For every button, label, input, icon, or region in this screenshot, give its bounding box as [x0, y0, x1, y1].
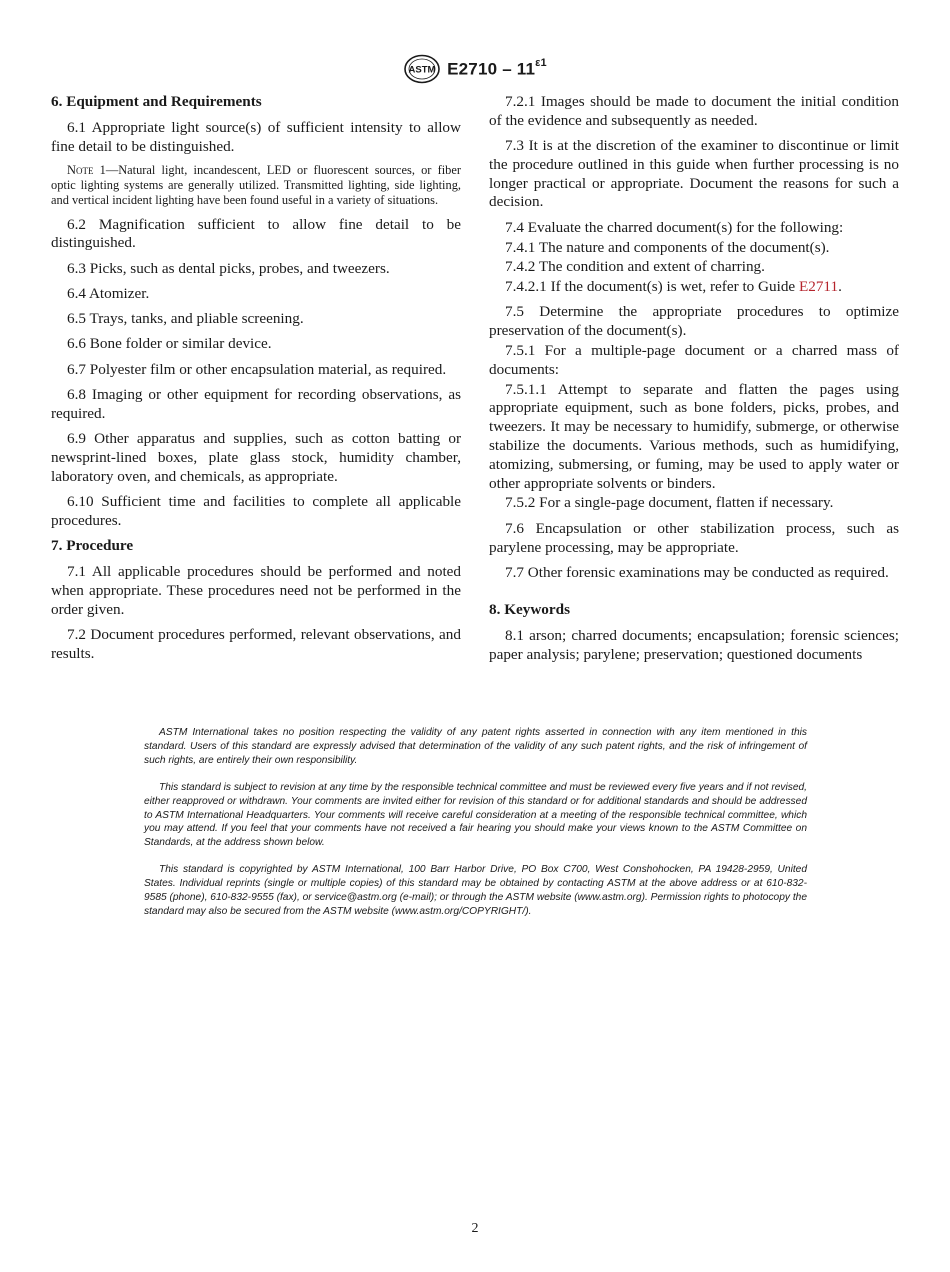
para-7-4-1: 7.4.1 The nature and components of the document(s). [505, 238, 830, 256]
para-7-2: 7.2 Document procedures performed, relevant observations, and results. [51, 625, 461, 662]
para-7-4-2-1: 7.4.2.1 If the document(s) is wet, refer to Guide E2711. [505, 278, 842, 296]
para-7-5-1-1: 7.5.1.1 Attempt to separate and flatten the pages using appropriate equipment, such as bone folders, picks, probes, and tweezers. It may be necessary to humidify, submerge, or otherwise stabilize the documents. Various methods, such as humidifying, atomizing, submersing, or fuming, may be used to apply water or other appropriate solvents or binders. [489, 380, 899, 492]
section-6-heading: 6. Equipment and Requirements [51, 93, 262, 110]
footer-revision-notice: This standard is subject to revision at any time by the responsible technical committee and must be reviewed every five years and if not revised, either reapproved or withdrawn. Your comments are invited either for revision of this standard or for additional standards and should be addressed to ASTM International Headquarters. Your comments will receive careful consideration at a meeting of the responsible technical committee, which you may attend. If you feel that your comments have not received a fair hearing you should make your views known to the ASTM Committee on Standards, at the address shown below. [144, 781, 807, 849]
para-7-7: 7.7 Other forensic examinations may be conducted as required. [505, 563, 889, 581]
standard-designation: $E2710 - 11^{\varepsilon 1}$ [447, 56, 547, 79]
legal-footer [144, 726, 807, 932]
page-number: 2 [471, 1221, 479, 1236]
para-7-5-1: 7.5.1 For a multiple-page document or a charred mass of documents: [489, 342, 899, 378]
para-6-5: 6.5 Trays, tanks, and pliable screening. [67, 310, 304, 328]
footer-patent-notice: ASTM International takes no position respecting the validity of any patent rights asserted in connection with any item mentioned in this standard. Users of this standard are expressly advised that determination of the validity of any such patent rights, and the risk of infringement of such rights, are entirely their own responsibility. [144, 727, 807, 766]
para-7-4: 7.4 Evaluate the charred document(s) for the following: [505, 218, 844, 236]
para-6-8: 6.8 Imaging or other equipment for recording observations, as required. [51, 386, 461, 422]
section-7-heading: 7. Procedure [51, 537, 134, 555]
footer-copyright-notice: This standard is copyrighted by ASTM International, 100 Barr Harbor Drive, PO Box C700, West Conshohocken, PA 19428-2959, United States. Individual reprints (single or multiple copies) of this standard may be obtained by contacting ASTM at the above address or at 610-832-9585 (phone), 610-832-9555 (fax), or service@astm.org (e-mail); or through the ASTM website (www.astm.org). Permission rights to photocopy the standard may also be secured from the ASTM website (www.astm.org/COPYRIGHT/). [144, 864, 807, 917]
left-column [51, 93, 461, 670]
para-7-5: 7.5 Determine the appropriate procedures to optimize preservation of the document(s). [489, 303, 899, 340]
para-6-6: 6.6 Bone folder or similar device. [67, 335, 272, 353]
para-7-1: 7.1 All applicable procedures should be performed and noted when appropriate. These procedures need not be performed in the order given. [51, 562, 461, 618]
para-6-4: 6.4 Atomizer. [67, 284, 150, 302]
note-1-label: Note 1 [67, 162, 106, 177]
para-7-3: 7.3 It is at the discretion of the examiner to discontinue or limit the procedure outlined in this guide when further processing is no longer practical or appropriate. Document the reasons for such a decision. [489, 137, 899, 211]
guide-e2711-link[interactable]: E2711 [798, 278, 839, 296]
note-1 [51, 163, 461, 209]
para-7-2-1: 7.2.1 Images should be made to document the initial condition of the evidence and subsequently as needed. [489, 93, 899, 129]
para-6-1: 6.1 Appropriate light source(s) of sufficient intensity to allow fine detail to be distinguished. [51, 118, 461, 155]
para-6-2: 6.2 Magnification sufficient to allow fine detail to be distinguished. [51, 215, 461, 252]
page-header [0, 53, 950, 85]
para-7-6: 7.6 Encapsulation or other stabilization process, such as parylene processing, may be appropriate. [489, 519, 899, 556]
astm-logo-text: ASTM [408, 64, 436, 76]
para-6-7: 6.7 Polyester film or other encapsulation material, as required. [67, 360, 447, 378]
para-6-9: 6.9 Other apparatus and supplies, such as cotton batting or newsprint-lined boxes, plate glass stock, humidity chamber, laboratory oven, and chemicals, as appropriate. [51, 430, 461, 485]
section-8-heading: 8. Keywords [489, 601, 570, 619]
para-6-10: 6.10 Sufficient time and facilities to complete all applicable procedures. [51, 493, 461, 529]
right-column [489, 93, 899, 671]
para-7-4-2: 7.4.2 The condition and extent of charring. [505, 258, 765, 276]
para-7-5-2: 7.5.2 For a single-page document, flatten if necessary. [505, 494, 834, 512]
epsilon-mark: ε1 [535, 56, 547, 69]
note-1-text: —Natural light, incandescent, LED or fluorescent sources, or fiber optic lighting systems are generally utilized. Transmitted lighting, side lighting, and vertical incident lighting have been found useful in a variety of situations. [51, 162, 461, 208]
astm-logo-icon [403, 54, 441, 84]
para-8-1: 8.1 arson; charred documents; encapsulation; forensic sciences; paper analysis; parylene; preservation; questioned documents [489, 626, 899, 663]
para-6-3: 6.3 Picks, such as dental picks, probes, and tweezers. [67, 259, 390, 277]
section-spacer [489, 589, 899, 601]
